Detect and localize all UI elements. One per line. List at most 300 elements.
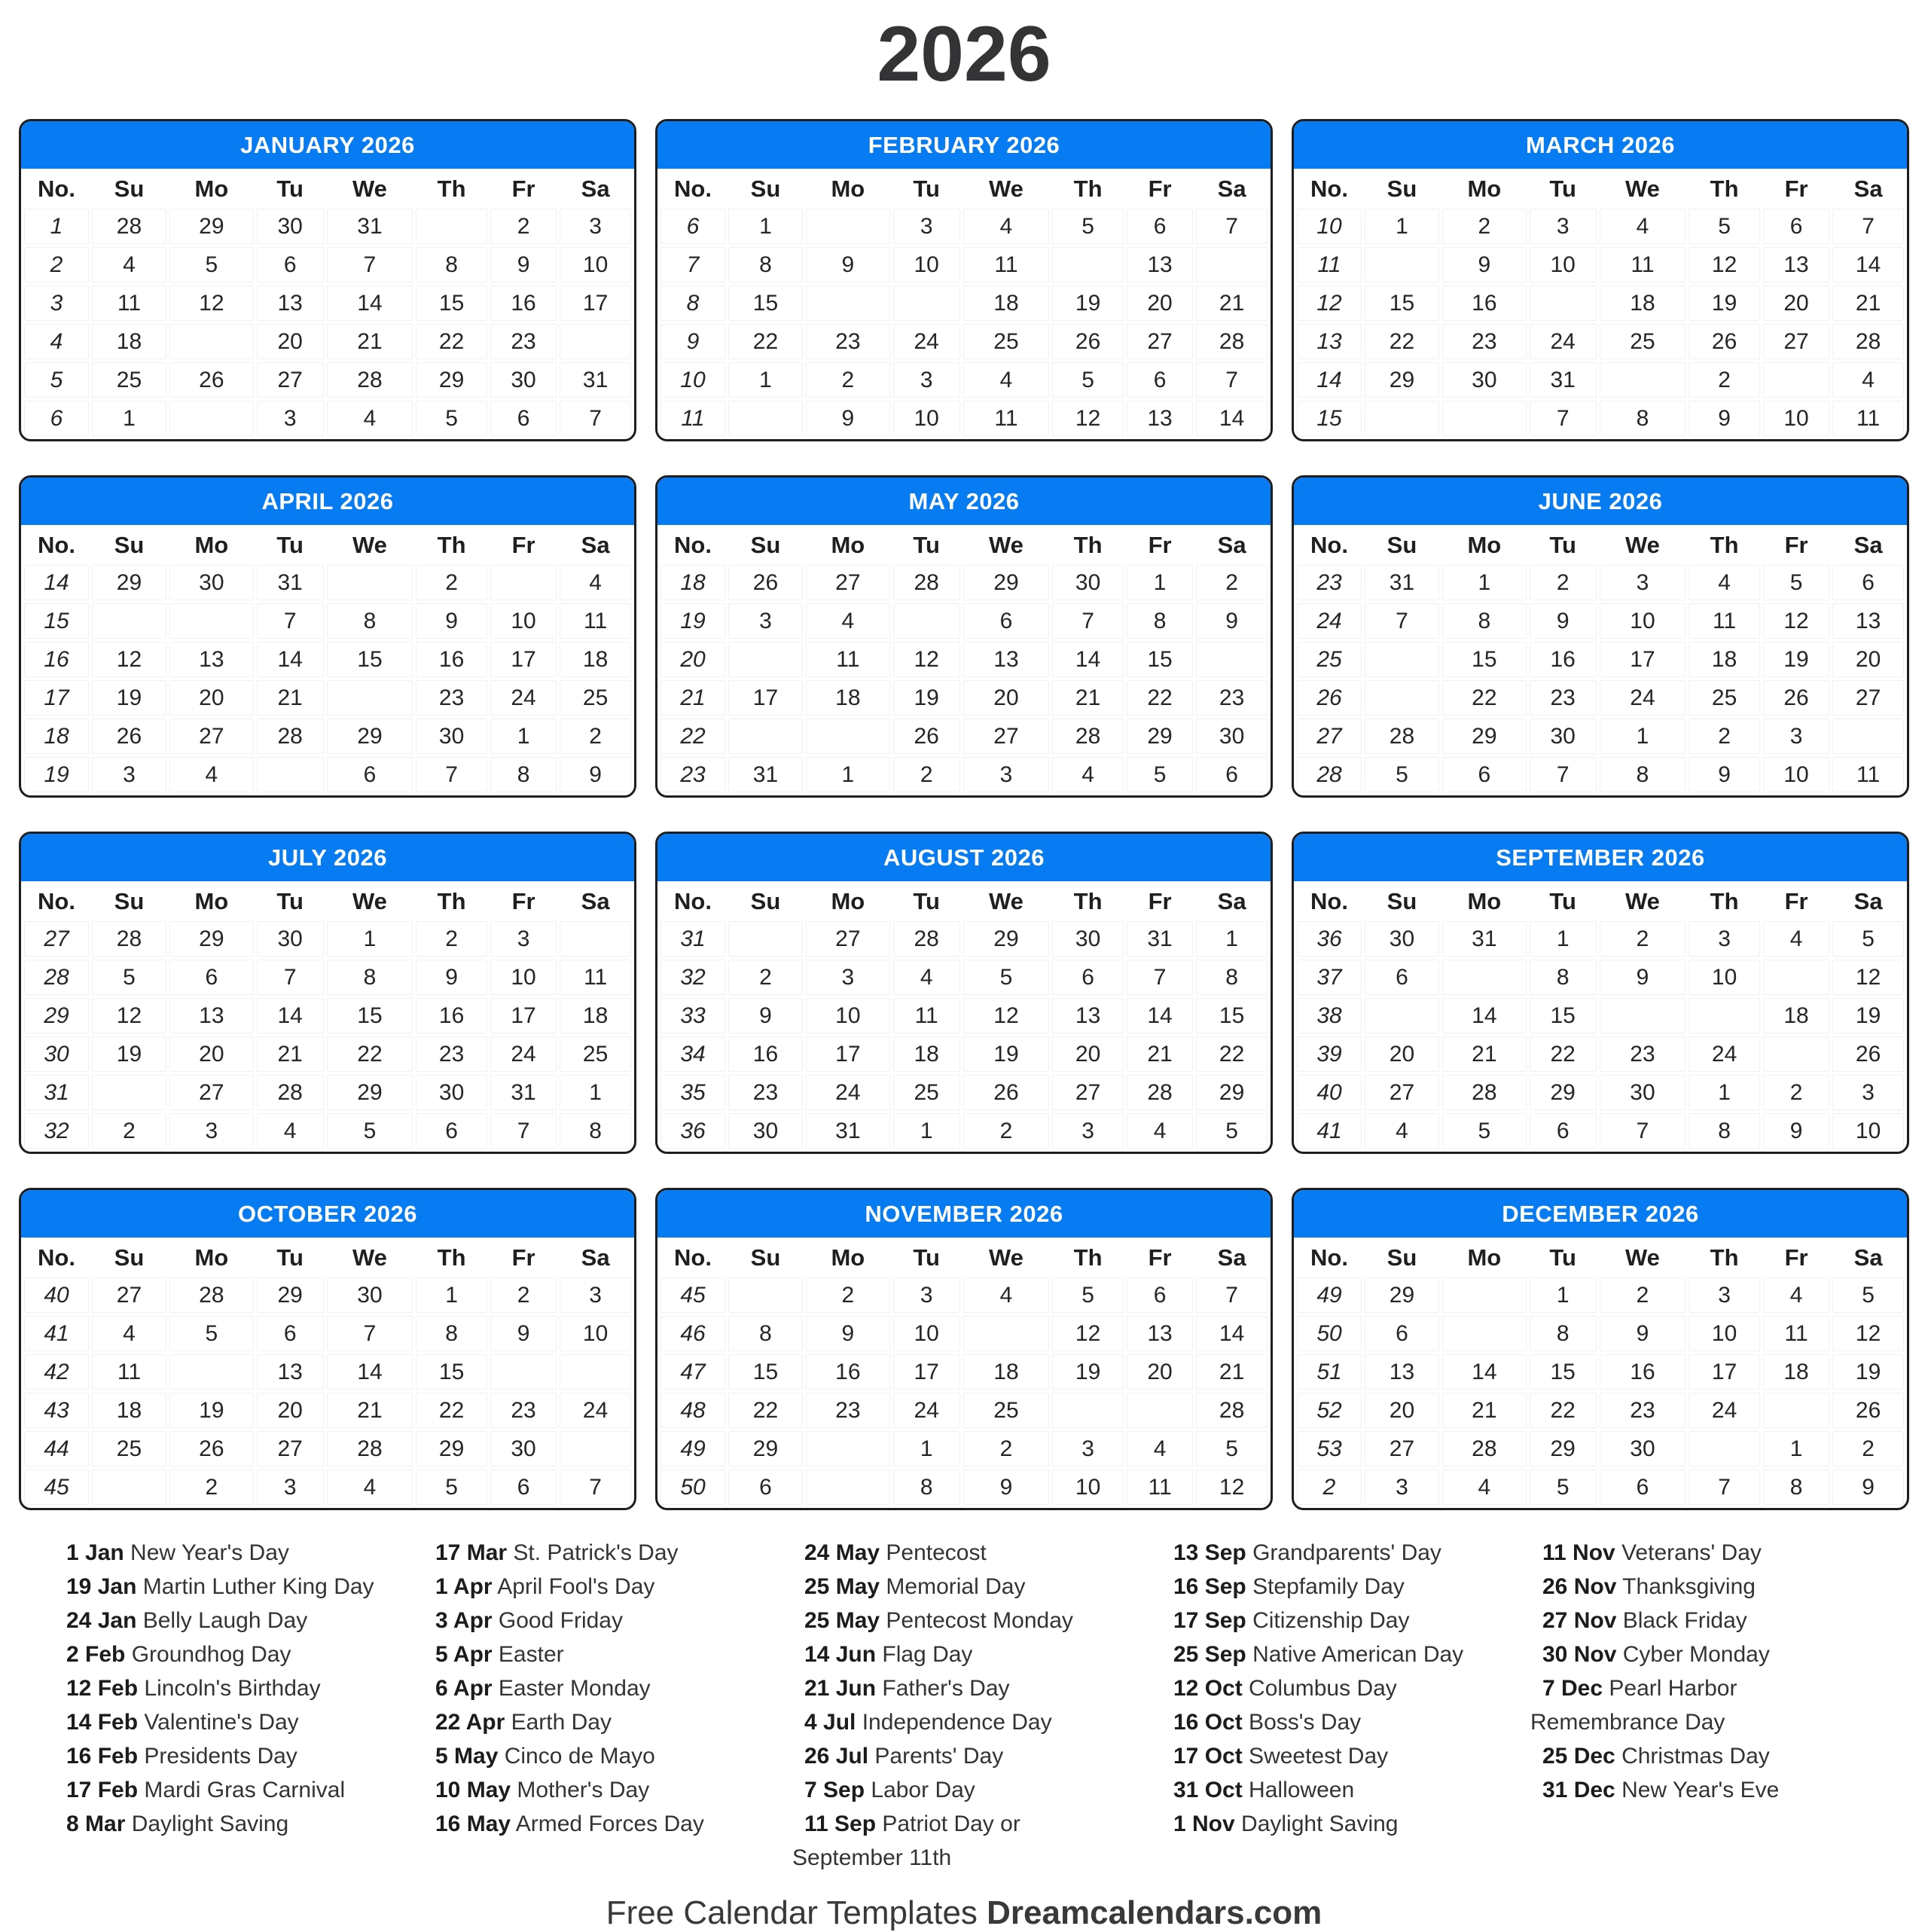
day-cell: 4 bbox=[1763, 921, 1829, 957]
day-cell: 5 bbox=[169, 1316, 254, 1351]
day-cell: 19 bbox=[893, 680, 960, 716]
day-cell: 11 bbox=[963, 401, 1050, 436]
month-title: NOVEMBER 2026 bbox=[657, 1190, 1271, 1238]
week-number-cell: 11 bbox=[1297, 247, 1362, 282]
holiday-date: 22 Apr bbox=[435, 1710, 505, 1735]
holiday-day-cell: 1 bbox=[1600, 362, 1686, 398]
holiday-entry: 3 Apr Good Friday bbox=[435, 1608, 623, 1634]
day-cell: 8 bbox=[327, 960, 413, 995]
day-of-week-header-row bbox=[660, 172, 1268, 206]
day-cell: 1 bbox=[1196, 921, 1268, 957]
day-cell: 1 bbox=[1763, 1431, 1829, 1467]
day-cell: 1 bbox=[416, 1277, 487, 1313]
day-cell: 31 bbox=[806, 1113, 890, 1149]
day-cell: 25 bbox=[92, 1431, 166, 1467]
day-cell: 4 bbox=[963, 1277, 1050, 1313]
week-number-cell: 33 bbox=[660, 998, 725, 1033]
day-cell: 8 bbox=[1600, 401, 1686, 436]
day-cell: 1 bbox=[92, 401, 166, 436]
day-cell: 4 bbox=[1689, 565, 1760, 600]
day-cell: 2 bbox=[806, 1277, 890, 1313]
day-of-week-header: Tu bbox=[1549, 532, 1576, 559]
week-number-cell: 23 bbox=[1297, 565, 1362, 600]
day-cell: 5 bbox=[1442, 1113, 1527, 1149]
day-cell: 10 bbox=[806, 998, 890, 1033]
day-cell: 23 bbox=[490, 1393, 557, 1428]
day-cell: 15 bbox=[416, 1354, 487, 1390]
week-row bbox=[660, 642, 1268, 677]
week-number-cell: 17 bbox=[24, 680, 89, 716]
day-cell: 12 bbox=[1763, 603, 1829, 639]
week-number-cell: 14 bbox=[24, 565, 89, 600]
day-cell: 14 bbox=[1052, 642, 1124, 677]
day-cell: 17 bbox=[728, 680, 803, 716]
month-title: OCTOBER 2026 bbox=[21, 1190, 634, 1238]
day-cell: 7 bbox=[560, 401, 631, 436]
day-cell: 10 bbox=[490, 603, 557, 639]
holiday-date: 14 Feb bbox=[66, 1710, 139, 1735]
day-cell: 31 bbox=[327, 209, 413, 244]
day-cell: 23 bbox=[806, 1393, 890, 1428]
week-row bbox=[660, 1277, 1268, 1313]
week-row bbox=[1297, 1470, 1904, 1505]
day-cell: 21 bbox=[1196, 1354, 1268, 1390]
week-number-cell: 35 bbox=[660, 1075, 725, 1110]
day-cell: 27 bbox=[1052, 1075, 1124, 1110]
day-cell: 28 bbox=[327, 362, 413, 398]
day-of-week-header: Sa bbox=[1217, 532, 1246, 559]
day-cell: 22 bbox=[728, 324, 803, 359]
day-cell: 30 bbox=[257, 209, 324, 244]
week-number-cell: 41 bbox=[24, 1316, 89, 1351]
day-cell: 1 bbox=[560, 1075, 631, 1110]
day-of-week-header: Fr bbox=[511, 175, 535, 203]
day-cell: 29 bbox=[1530, 1075, 1597, 1110]
day-cell: 28 bbox=[1442, 1431, 1527, 1467]
day-of-week-header: Tu bbox=[1549, 175, 1576, 203]
holiday-entry: 14 Jun Flag Day bbox=[804, 1642, 973, 1668]
day-cell: 27 bbox=[169, 1075, 254, 1110]
day-cell: 1 bbox=[1600, 719, 1686, 754]
day-of-week-header: Th bbox=[437, 1244, 466, 1271]
holiday-entry: 1 Nov Daylight Saving bbox=[1173, 1811, 1399, 1837]
day-cell: 28 bbox=[1196, 324, 1268, 359]
day-cell: 25 bbox=[560, 680, 631, 716]
week-number-header: No. bbox=[38, 1244, 75, 1271]
day-cell: 14 bbox=[327, 1354, 413, 1390]
day-of-week-header: Tu bbox=[276, 1244, 304, 1271]
day-cell: 17 bbox=[893, 1354, 960, 1390]
day-cell: 29 bbox=[1530, 1431, 1597, 1467]
day-of-week-header: Su bbox=[1387, 888, 1417, 915]
day-cell: 29 bbox=[1365, 362, 1439, 398]
day-cell: 11 bbox=[806, 642, 890, 677]
week-number-cell: 1 bbox=[24, 209, 89, 244]
day-cell: 27 bbox=[169, 719, 254, 754]
day-cell: 18 bbox=[963, 285, 1050, 321]
day-of-week-header: Su bbox=[114, 888, 145, 915]
week-row bbox=[24, 1470, 631, 1505]
day-cell: 31 bbox=[1127, 921, 1193, 957]
day-cell: 5 bbox=[1365, 757, 1439, 792]
day-cell: 6 bbox=[490, 401, 557, 436]
day-cell: 29 bbox=[1365, 1277, 1439, 1313]
day-of-week-header: Mo bbox=[831, 532, 865, 559]
holiday-entry: 11 Sep Patriot Day or September 11th bbox=[792, 1811, 1020, 1871]
day-cell: 2 bbox=[1600, 1277, 1686, 1313]
holiday-day-cell: 26 bbox=[92, 1075, 166, 1110]
day-cell: 23 bbox=[728, 1075, 803, 1110]
day-cell: 2 bbox=[963, 1431, 1050, 1467]
day-of-week-header: Fr bbox=[511, 888, 535, 915]
holiday-day-cell: 26 bbox=[728, 921, 803, 957]
day-cell: 29 bbox=[327, 1075, 413, 1110]
holiday-entry: 16 Feb Presidents Day bbox=[66, 1744, 297, 1769]
week-number-cell: 3 bbox=[24, 285, 89, 321]
day-cell: 3 bbox=[560, 209, 631, 244]
day-cell: 28 bbox=[1196, 1393, 1268, 1428]
holiday-date: 1 Jan bbox=[66, 1540, 124, 1566]
week-number-cell: 39 bbox=[1297, 1036, 1362, 1072]
week-number-cell: 9 bbox=[660, 324, 725, 359]
holiday-entry: 25 May Memorial Day bbox=[804, 1574, 1026, 1600]
week-number-cell: 43 bbox=[24, 1393, 89, 1428]
holiday-entry: 7 Sep Labor Day bbox=[804, 1778, 975, 1803]
day-cell: 13 bbox=[1127, 247, 1193, 282]
holiday-day-cell: 11 bbox=[963, 1316, 1050, 1351]
holiday-date: 16 Oct bbox=[1173, 1710, 1243, 1735]
month-title: DECEMBER 2026 bbox=[1294, 1190, 1907, 1238]
day-cell: 29 bbox=[92, 565, 166, 600]
week-number-cell: 15 bbox=[1297, 401, 1362, 436]
week-number-cell: 8 bbox=[660, 285, 725, 321]
day-cell: 8 bbox=[893, 1470, 960, 1505]
day-cell: 8 bbox=[1127, 603, 1193, 639]
day-cell: 3 bbox=[490, 921, 557, 957]
holiday-day-cell: 2 bbox=[169, 401, 254, 436]
day-cell: 12 bbox=[1196, 1470, 1268, 1505]
week-row bbox=[660, 1393, 1268, 1428]
day-cell: 29 bbox=[1442, 719, 1527, 754]
day-cell: 6 bbox=[416, 1113, 487, 1149]
day-of-week-header-row bbox=[1297, 172, 1904, 206]
day-cell: 5 bbox=[1052, 1277, 1124, 1313]
day-cell: 19 bbox=[1052, 1354, 1124, 1390]
day-cell: 30 bbox=[416, 719, 487, 754]
day-cell: 2 bbox=[416, 921, 487, 957]
month-title: AUGUST 2026 bbox=[657, 834, 1271, 881]
holiday-date: 17 Sep bbox=[1173, 1608, 1246, 1634]
day-cell: 9 bbox=[1689, 757, 1760, 792]
week-row bbox=[24, 209, 631, 244]
day-cell: 2 bbox=[728, 960, 803, 995]
day-of-week-header-row bbox=[1297, 1241, 1904, 1274]
day-cell: 3 bbox=[893, 362, 960, 398]
holiday-day-cell: 1 bbox=[327, 565, 413, 600]
holiday-day-cell: 30 bbox=[806, 1431, 890, 1467]
holiday-day-cell: 8 bbox=[1365, 247, 1439, 282]
day-cell: 8 bbox=[1196, 960, 1268, 995]
day-cell: 20 bbox=[169, 680, 254, 716]
day-cell: 10 bbox=[1763, 401, 1829, 436]
day-cell: 2 bbox=[1530, 565, 1597, 600]
holiday-day-cell: 7 bbox=[1442, 1316, 1527, 1351]
day-of-week-header: Mo bbox=[1467, 888, 1502, 915]
day-cell: 1 bbox=[728, 209, 803, 244]
day-cell: 19 bbox=[1689, 285, 1760, 321]
day-of-week-header-row bbox=[24, 1241, 631, 1274]
day-cell: 26 bbox=[92, 719, 166, 754]
day-cell: 28 bbox=[1052, 719, 1124, 754]
day-cell: 12 bbox=[1052, 401, 1124, 436]
holiday-day-cell: 2 bbox=[806, 209, 890, 244]
day-cell: 4 bbox=[1365, 1113, 1439, 1149]
day-cell: 21 bbox=[257, 1036, 324, 1072]
day-cell: 24 bbox=[490, 680, 557, 716]
day-cell: 9 bbox=[1763, 1113, 1829, 1149]
day-cell: 8 bbox=[490, 757, 557, 792]
day-cell: 1 bbox=[1689, 1075, 1760, 1110]
day-cell: 11 bbox=[1689, 603, 1760, 639]
day-cell: 19 bbox=[1832, 998, 1904, 1033]
day-cell: 23 bbox=[1442, 324, 1527, 359]
day-of-week-header-row bbox=[1297, 885, 1904, 918]
week-row bbox=[24, 1075, 631, 1110]
day-cell: 18 bbox=[92, 1393, 166, 1428]
week-row bbox=[24, 757, 631, 792]
day-cell: 1 bbox=[1365, 209, 1439, 244]
day-cell: 21 bbox=[1442, 1393, 1527, 1428]
day-cell: 12 bbox=[1689, 247, 1760, 282]
day-cell: 13 bbox=[1763, 247, 1829, 282]
day-cell: 15 bbox=[327, 998, 413, 1033]
holiday-date: 21 Jun bbox=[804, 1676, 877, 1702]
day-cell: 24 bbox=[806, 1075, 890, 1110]
day-of-week-header: We bbox=[988, 1244, 1023, 1271]
day-cell: 2 bbox=[560, 719, 631, 754]
holiday-date: 27 Nov bbox=[1542, 1608, 1617, 1634]
day-cell: 30 bbox=[1196, 719, 1268, 754]
day-cell: 21 bbox=[1442, 1036, 1527, 1072]
day-cell: 6 bbox=[1196, 757, 1268, 792]
week-number-cell: 28 bbox=[24, 960, 89, 995]
week-row bbox=[24, 1431, 631, 1467]
day-cell: 13 bbox=[1127, 1316, 1193, 1351]
holiday-day-cell: 3 bbox=[490, 565, 557, 600]
day-cell: 15 bbox=[1530, 1354, 1597, 1390]
week-row bbox=[660, 719, 1268, 754]
day-cell: 5 bbox=[92, 960, 166, 995]
footer bbox=[0, 1894, 1928, 1932]
day-cell: 17 bbox=[560, 285, 631, 321]
week-row bbox=[660, 1431, 1268, 1467]
day-cell: 5 bbox=[1832, 921, 1904, 957]
day-cell: 6 bbox=[1365, 960, 1439, 995]
holiday-day-cell: 21 bbox=[1365, 680, 1439, 716]
week-number-cell: 42 bbox=[24, 1354, 89, 1390]
week-number-cell: 6 bbox=[24, 401, 89, 436]
day-of-week-header-row bbox=[1297, 529, 1904, 562]
holiday-day-cell: 6 bbox=[169, 603, 254, 639]
month-grid bbox=[21, 882, 634, 1152]
day-of-week-header: Su bbox=[1387, 532, 1417, 559]
day-cell: 12 bbox=[1832, 1316, 1904, 1351]
day-cell: 29 bbox=[169, 209, 254, 244]
holiday-day-cell: 17 bbox=[1530, 285, 1597, 321]
day-of-week-header: We bbox=[352, 175, 387, 203]
week-row bbox=[1297, 1316, 1904, 1351]
day-cell: 23 bbox=[806, 324, 890, 359]
month-grid bbox=[1294, 882, 1907, 1152]
day-cell: 19 bbox=[92, 1036, 166, 1072]
day-cell: 11 bbox=[1127, 1470, 1193, 1505]
day-cell: 28 bbox=[1442, 1075, 1527, 1110]
day-cell: 31 bbox=[1442, 921, 1527, 957]
day-cell: 29 bbox=[169, 921, 254, 957]
week-number-cell: 41 bbox=[1297, 1113, 1362, 1149]
day-of-week-header: Fr bbox=[1148, 175, 1172, 203]
day-of-week-header: Tu bbox=[913, 532, 940, 559]
day-of-week-header: Th bbox=[1073, 1244, 1103, 1271]
day-cell: 27 bbox=[1365, 1075, 1439, 1110]
holiday-day-cell: 4 bbox=[1832, 719, 1904, 754]
day-cell: 10 bbox=[1763, 757, 1829, 792]
day-cell: 3 bbox=[257, 1470, 324, 1505]
day-cell: 22 bbox=[1442, 680, 1527, 716]
week-number-cell: 36 bbox=[1297, 921, 1362, 957]
day-cell: 29 bbox=[1196, 1075, 1268, 1110]
day-of-week-header: We bbox=[352, 532, 387, 559]
day-cell: 12 bbox=[1052, 1316, 1124, 1351]
holiday-date: 31 Dec bbox=[1542, 1778, 1615, 1803]
week-row bbox=[660, 1354, 1268, 1390]
day-cell: 18 bbox=[963, 1354, 1050, 1390]
day-of-week-header: Su bbox=[750, 175, 781, 203]
holiday-day-cell: 4 bbox=[560, 921, 631, 957]
day-cell: 2 bbox=[490, 1277, 557, 1313]
day-cell: 21 bbox=[257, 680, 324, 716]
month-title: JUNE 2026 bbox=[1294, 478, 1907, 525]
day-cell: 8 bbox=[416, 247, 487, 282]
day-cell: 11 bbox=[1832, 757, 1904, 792]
day-cell: 5 bbox=[327, 1113, 413, 1149]
day-cell: 8 bbox=[560, 1113, 631, 1149]
holiday-day-cell: 8 bbox=[728, 401, 803, 436]
day-cell: 19 bbox=[1763, 642, 1829, 677]
day-cell: 6 bbox=[963, 603, 1050, 639]
day-cell: 16 bbox=[1442, 285, 1527, 321]
day-cell: 30 bbox=[1052, 565, 1124, 600]
day-cell: 30 bbox=[728, 1113, 803, 1149]
day-of-week-header: Tu bbox=[1549, 888, 1576, 915]
week-row bbox=[1297, 1075, 1904, 1110]
week-row bbox=[660, 362, 1268, 398]
day-cell: 29 bbox=[257, 1277, 324, 1313]
day-cell: 26 bbox=[1832, 1036, 1904, 1072]
day-of-week-header: Fr bbox=[1148, 532, 1172, 559]
day-cell: 3 bbox=[1052, 1431, 1124, 1467]
day-cell: 4 bbox=[92, 247, 166, 282]
day-cell: 15 bbox=[1365, 285, 1439, 321]
holiday-entry: 17 Feb Mardi Gras Carnival bbox=[66, 1778, 346, 1803]
day-cell: 23 bbox=[490, 324, 557, 359]
day-cell: 21 bbox=[327, 324, 413, 359]
holiday-day-cell: 5 bbox=[257, 757, 324, 792]
holiday-entry: 8 Mar Daylight Saving bbox=[66, 1811, 289, 1837]
day-cell: 8 bbox=[1689, 1113, 1760, 1149]
day-cell: 24 bbox=[1689, 1393, 1760, 1428]
day-cell: 26 bbox=[963, 1075, 1050, 1110]
holiday-entry: 21 Jun Father's Day bbox=[804, 1676, 1010, 1702]
holiday-day-cell: 14 bbox=[1196, 247, 1268, 282]
day-cell: 5 bbox=[416, 1470, 487, 1505]
day-cell: 15 bbox=[1442, 642, 1527, 677]
week-row bbox=[660, 209, 1268, 244]
day-cell: 8 bbox=[1530, 1316, 1597, 1351]
day-cell: 15 bbox=[728, 1354, 803, 1390]
day-cell: 7 bbox=[257, 960, 324, 995]
day-of-week-header: Th bbox=[1073, 532, 1103, 559]
day-cell: 28 bbox=[257, 1075, 324, 1110]
month-title: FEBRUARY 2026 bbox=[657, 121, 1271, 169]
day-cell: 7 bbox=[1600, 1113, 1686, 1149]
day-cell: 31 bbox=[490, 1075, 557, 1110]
day-cell: 21 bbox=[1052, 680, 1124, 716]
holiday-entry: 14 Feb Valentine's Day bbox=[66, 1710, 299, 1735]
day-cell: 3 bbox=[1689, 921, 1760, 957]
day-cell: 21 bbox=[327, 1393, 413, 1428]
day-cell: 19 bbox=[1052, 285, 1124, 321]
day-cell: 29 bbox=[327, 719, 413, 754]
week-number-cell: 50 bbox=[1297, 1316, 1362, 1351]
day-cell: 27 bbox=[257, 362, 324, 398]
day-cell: 8 bbox=[1600, 757, 1686, 792]
day-cell: 16 bbox=[416, 998, 487, 1033]
day-cell: 8 bbox=[416, 1316, 487, 1351]
month-grid bbox=[21, 1238, 634, 1508]
week-row bbox=[24, 1036, 631, 1072]
day-cell: 17 bbox=[1600, 642, 1686, 677]
day-cell: 10 bbox=[893, 1316, 960, 1351]
week-number-cell: 36 bbox=[660, 1113, 725, 1149]
holiday-date: 8 Mar bbox=[66, 1811, 126, 1837]
week-number-header: No. bbox=[1310, 532, 1348, 559]
month-july bbox=[19, 832, 636, 1154]
day-cell: 12 bbox=[92, 642, 166, 677]
day-cell: 4 bbox=[806, 603, 890, 639]
day-cell: 6 bbox=[1127, 1277, 1193, 1313]
week-number-cell: 40 bbox=[1297, 1075, 1362, 1110]
day-cell: 13 bbox=[963, 642, 1050, 677]
day-cell: 5 bbox=[1530, 1470, 1597, 1505]
week-number-header: No. bbox=[674, 532, 712, 559]
day-cell: 15 bbox=[1530, 998, 1597, 1033]
week-row bbox=[1297, 921, 1904, 957]
day-cell: 7 bbox=[1127, 960, 1193, 995]
day-cell: 14 bbox=[1196, 1316, 1268, 1351]
month-grid bbox=[21, 526, 634, 795]
week-row bbox=[1297, 1393, 1904, 1428]
week-number-cell: 49 bbox=[660, 1431, 725, 1467]
day-cell: 7 bbox=[1052, 603, 1124, 639]
day-cell: 9 bbox=[1530, 603, 1597, 639]
holiday-day-cell: 16 bbox=[806, 285, 890, 321]
month-february bbox=[655, 119, 1273, 441]
day-cell: 8 bbox=[1530, 960, 1597, 995]
day-cell: 15 bbox=[1127, 642, 1193, 677]
day-cell: 25 bbox=[92, 362, 166, 398]
month-september bbox=[1292, 832, 1909, 1154]
